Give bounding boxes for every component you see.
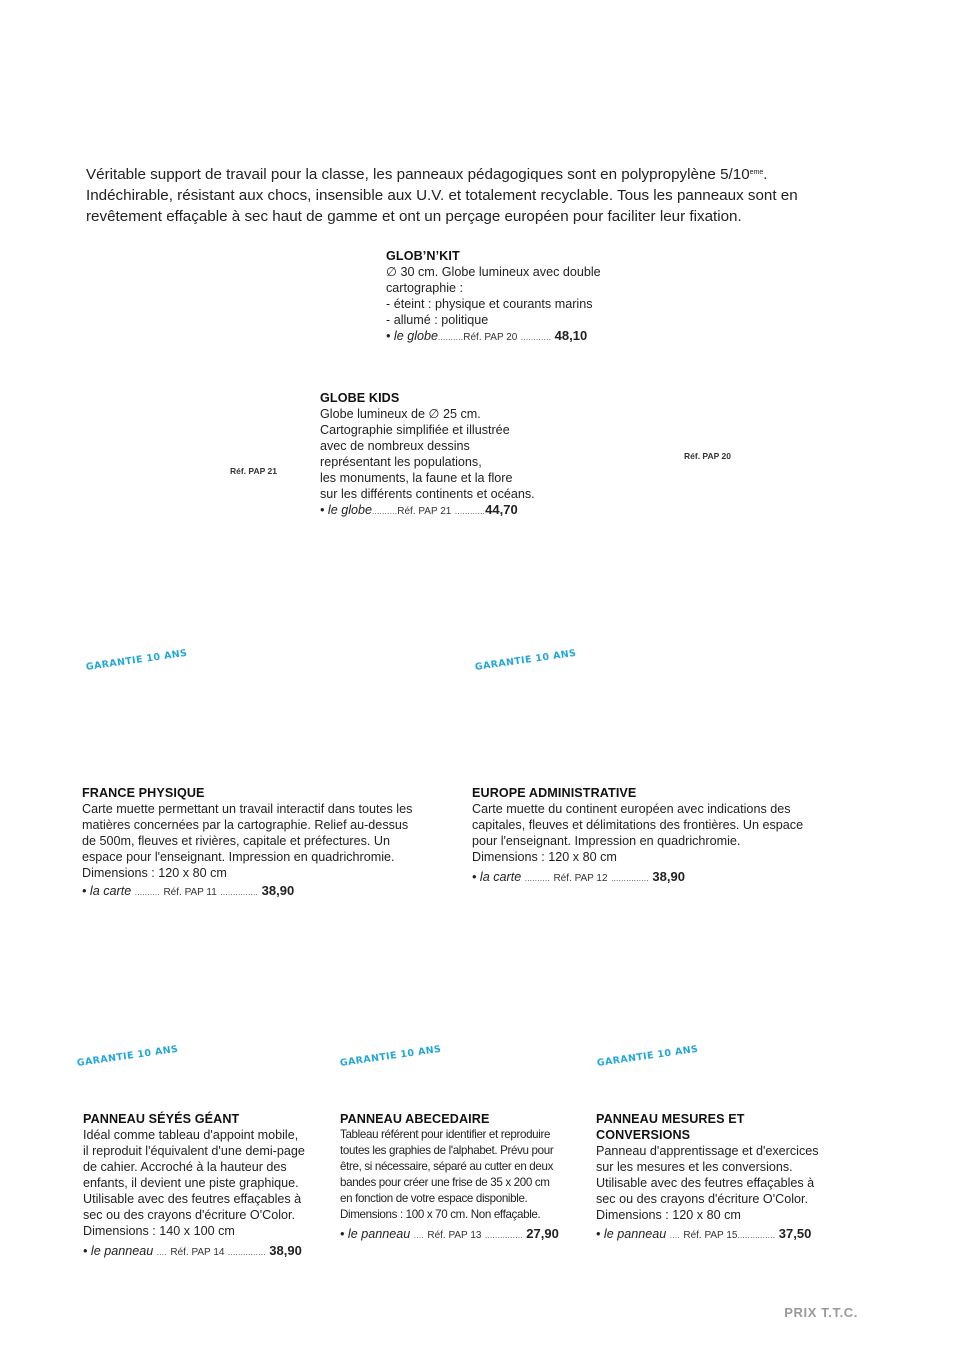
leader-dots: ............: [520, 333, 552, 342]
product-mesures-conversions: [596, 1111, 841, 1244]
leader-dots: ...............: [227, 1248, 266, 1257]
product-line: de 500m, fleuves et rivières, capitale et préfectures. Un: [82, 834, 390, 848]
product-line: sec ou des crayons d'écriture O'Color.: [83, 1208, 296, 1222]
leader-dots: ..........: [438, 333, 464, 342]
product-line: Panneau d'apprentissage et d'exercices: [596, 1144, 819, 1158]
product-line: matières concernées par la cartographie. Relief au-dessus: [82, 818, 409, 832]
product-line: - éteint : physique et courants marins: [386, 297, 593, 311]
leader-dots: ....: [413, 1231, 424, 1240]
price-label: • la carte: [472, 870, 522, 884]
product-line: il reproduit l'équivalent d'une demi-page: [83, 1144, 305, 1158]
product-line: Cartographie simplifiée et illustrée: [320, 423, 510, 437]
product-line: sur les mesures et les conversions.: [596, 1160, 793, 1174]
product-line: capitales, fleuves et délimitations des frontières. Un espace: [472, 818, 804, 832]
product-line: enfants, il devient une piste graphique.: [83, 1176, 299, 1190]
intro-text-1: Véritable support de travail pour la classe, les panneaux pédagogiques sont en polypropylène 5/10: [86, 166, 750, 183]
price-line: [340, 1226, 581, 1244]
product-line: - allumé : politique: [386, 313, 489, 327]
leader-dots: ...............: [484, 1231, 523, 1240]
product-line: représentant les populations,: [320, 455, 482, 469]
product-line: Carte muette permettant un travail interactif dans toutes les: [82, 802, 413, 816]
guarantee-badge: GARANTIE 10 ANS: [85, 647, 189, 673]
guarantee-badge: GARANTIE 10 ANS: [76, 1043, 180, 1069]
product-line: Dimensions : 120 x 80 cm: [82, 866, 227, 880]
product-seyes-geant: [83, 1111, 325, 1261]
product-globe-kids: [320, 390, 580, 520]
leader-dots: ...............: [737, 1231, 776, 1240]
product-line: Dimensions : 120 x 80 cm: [472, 850, 617, 864]
reference: Réf. PAP 14: [170, 1247, 225, 1258]
price: 38,90: [261, 883, 295, 898]
guarantee-badge: GARANTIE 10 ANS: [474, 647, 578, 673]
product-line: de cahier. Accroché à la hauteur des: [83, 1160, 287, 1174]
price: 48,10: [554, 328, 588, 343]
product-line: en fonction de votre espace disponible.: [340, 1192, 528, 1205]
leader-dots: ....: [669, 1231, 680, 1240]
price-label: • le globe: [386, 329, 439, 343]
price-line: [320, 502, 580, 520]
product-line: ∅ 30 cm. Globe lumineux avec double: [386, 265, 601, 279]
product-title: PANNEAU MESURES ET: [596, 1112, 745, 1126]
product-france-physique: [82, 785, 452, 901]
price: 27,90: [526, 1226, 559, 1241]
price-label: • le panneau: [596, 1227, 667, 1241]
price-line: [472, 869, 842, 887]
product-line: Idéal comme tableau d'appoint mobile,: [83, 1128, 299, 1142]
product-title: PANNEAU ABECEDAIRE: [340, 1112, 490, 1126]
product-line: sur les différents continents et océans.: [320, 487, 535, 501]
guarantee-badge: GARANTIE 10 ANS: [596, 1043, 700, 1069]
price-line: [596, 1226, 841, 1244]
product-line: Dimensions : 100 x 70 cm. Non effaçable.: [340, 1208, 541, 1221]
photo-ref-left: Réf. PAP 21: [230, 466, 277, 476]
leader-dots: ..........: [134, 888, 160, 897]
leader-dots: ....: [156, 1248, 167, 1257]
price-line: [83, 1243, 325, 1261]
product-line: sec ou des crayons d'écriture O'Color.: [596, 1192, 809, 1206]
reference: Réf. PAP 21: [397, 506, 452, 517]
product-line: toutes les graphies de l'alphabet. Prévu pour: [340, 1144, 554, 1157]
price-footer-note: PRIX T.T.C.: [784, 1305, 858, 1320]
product-europe-administrative: [472, 785, 842, 887]
product-line: les monuments, la faune et la flore: [320, 471, 513, 485]
product-line: Utilisable avec des feutres effaçables à: [596, 1176, 815, 1190]
price: 37,50: [778, 1226, 812, 1241]
reference: Réf. PAP 11: [163, 887, 217, 898]
product-line: cartographie :: [386, 281, 464, 295]
product-title: GLOBE KIDS: [320, 391, 400, 405]
leader-dots: ...............: [611, 874, 649, 883]
price-label: • le panneau: [340, 1227, 411, 1241]
reference: Réf. PAP 15: [683, 1230, 738, 1241]
reference: Réf. PAP 20: [463, 332, 518, 343]
leader-dots: ...............: [220, 888, 259, 897]
product-title: FRANCE PHYSIQUE: [82, 786, 205, 800]
product-line: avec de nombreux dessins: [320, 439, 470, 453]
product-line: être, si nécessaire, séparé au cutter en deux: [340, 1160, 554, 1173]
guarantee-badge: GARANTIE 10 ANS: [339, 1043, 443, 1069]
price-label: • le panneau: [83, 1244, 154, 1258]
product-globnkit: [386, 248, 646, 346]
reference: Réf. PAP 13: [427, 1230, 482, 1241]
intro-paragraph: [86, 164, 856, 227]
price-line: [82, 883, 452, 901]
price-label: • le globe: [320, 503, 373, 517]
product-title: CONVERSIONS: [596, 1128, 691, 1142]
product-line: Carte muette du continent européen avec indications des: [472, 802, 791, 816]
product-line: Dimensions : 140 x 100 cm: [83, 1224, 235, 1238]
product-title: PANNEAU SÉYÉS GÉANT: [83, 1112, 240, 1126]
reference: Réf. PAP 12: [553, 873, 608, 884]
product-line: bandes pour créer une frise de 35 x 200 cm: [340, 1176, 550, 1189]
product-line: Utilisable avec des feutres effaçables à: [83, 1192, 302, 1206]
leader-dots: ............: [454, 507, 486, 516]
leader-dots: ..........: [372, 507, 398, 516]
intro-superscript: eme: [749, 169, 764, 176]
product-line: pour l'enseignant. Impression en quadrichromie.: [472, 834, 741, 848]
price: 38,90: [652, 869, 685, 884]
price: 44,70: [485, 502, 518, 517]
leader-dots: ..........: [524, 874, 550, 883]
product-abecedaire: [340, 1111, 581, 1244]
product-line: espace pour l'enseignant. Impression en quadrichromie.: [82, 850, 395, 864]
product-line: Dimensions : 120 x 80 cm: [596, 1208, 741, 1222]
price: 38,90: [269, 1243, 302, 1258]
product-line: Tableau référent pour identifier et reproduire: [340, 1128, 551, 1141]
product-line: Globe lumineux de ∅ 25 cm.: [320, 407, 481, 421]
price-line: [386, 328, 646, 346]
product-title: GLOB’N’KIT: [386, 249, 460, 263]
price-label: • la carte: [82, 884, 132, 898]
photo-ref-right: Réf. PAP 20: [684, 451, 731, 461]
product-title: EUROPE ADMINISTRATIVE: [472, 786, 637, 800]
intro-text-2: . Indéchirable, résistant aux chocs, insensible aux U.V. et totalement recyclable. Tous les panneaux sont en revêtement effaçable à sec haut de gamme et ont un perçage européen pour faciliter leur fixation.: [86, 166, 798, 225]
